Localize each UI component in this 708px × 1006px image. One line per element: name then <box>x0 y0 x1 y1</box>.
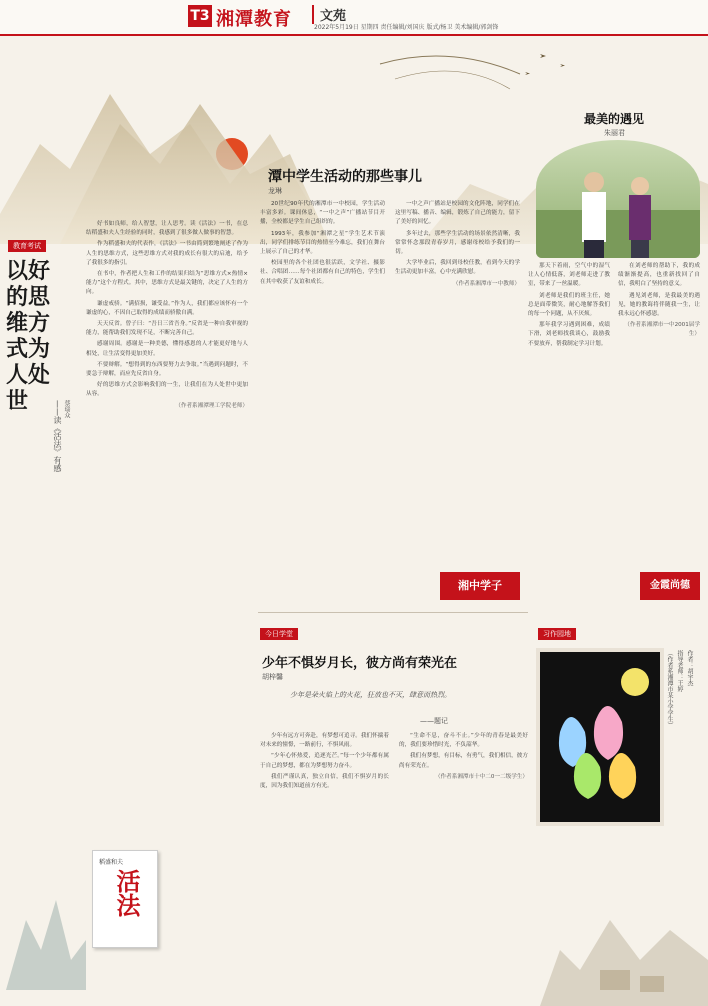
left-article-subtitle: ——读《活法》有感 <box>53 400 62 472</box>
bottom-article-signoff: （作者系湘潭市十中二0一二级学生） <box>434 773 528 780</box>
paragraph: 20世纪90年代的湘潭市一中校园，学生活动丰富多彩。课间休息，“一中之声”广播站节目开播，全校都是学生自己组织的。 <box>260 201 385 226</box>
middle-article-signoff: （作者系湘潭市一中教师） <box>452 280 520 287</box>
art-caption-line: （作者系湘潭市某小学学生） <box>666 650 673 728</box>
right-article-body <box>528 262 700 562</box>
left-article-author: 蔡瑞众 <box>63 400 70 418</box>
paragraph: 谦虚戒骄。“满招损，谦受益。”作为人，我们都应该怀有一个谦虚的心，不因自己取得的成绩而骄傲自满。 <box>86 300 248 316</box>
paragraph: “少年心怀热爱，追逐光芒。”每一个少年都有属于自己的梦想，都在为梦想努力奋斗。 <box>260 753 389 769</box>
paragraph: 在书中，作者把人生和工作的结果归结为“思维方式×热情×能力”这个方程式。其中，思维方式是最关键的，决定了人生的方向。 <box>86 271 248 296</box>
paragraph: 大学毕业后，我回到母校任教，看到今天的学生活动更加丰富，心中充满欣慰。 <box>395 260 520 276</box>
paragraph: 在刘老师的帮助下，我的成绩渐渐提高，也重新找回了自信，我明白了坚持的意义。 <box>618 263 700 288</box>
art-caption-line: 指导老师：王婷 <box>676 650 683 692</box>
right-article-title: 最美的遇见 <box>584 112 645 126</box>
stamp-banner-students: 湘中学子 <box>440 572 520 600</box>
book-author: 稻盛和夫 <box>99 859 124 866</box>
left-article-title: 以好的思维方式为人处世 <box>6 258 51 414</box>
section-tag-classroom: 今日学堂 <box>260 628 298 640</box>
teacher-student-photo <box>536 140 700 258</box>
bottom-article-epigraph-source: ——题记 <box>420 717 448 725</box>
art-caption-line: 作者：胡宇杰 <box>686 650 693 686</box>
masthead <box>0 0 708 36</box>
paragraph: 作为稻盛和夫的代表作，《活法》一书由简到繁地阐述了作为人生的思维方式，这些思维方式对我的成长有很大的启迪，给予了我很多的指引。 <box>86 241 248 266</box>
book-title: 活法 <box>112 869 141 917</box>
issue-meta: 2022年5月19日 星期四 责任编辑/刘国庆 版式/杨卫 美术编辑/郭剑锋 <box>314 24 499 31</box>
section-name: 文苑 <box>312 5 346 24</box>
paragraph: 一中之声广播站是校园的文化阵地，同学们在这里写稿、播音、编辑，锻炼了自己的能力，留下了美好的回忆。 <box>395 201 520 226</box>
paragraph: 那年我学习遇到困难，成绩下滑，刘老师找我谈心，鼓励我不要放弃，帮我制定学习计划。 <box>528 322 610 347</box>
section-tag-art: 习作园地 <box>538 628 576 640</box>
bottom-article-epigraph: 少年是朵火焰上的火花，狂放也不灭，肆意而热烈。 <box>290 691 451 699</box>
middle-article-author: 龙琳 <box>268 187 282 195</box>
section-tag-exam: 教育考试 <box>8 240 46 252</box>
paragraph: 好书如良师，给人智慧，让人思考。读《活法》一书，在总结稻盛和夫人生经验的同时，我感到了很多做人做事的智慧。 <box>86 221 248 237</box>
paragraph: 多年过去，那些学生活动的场景依然清晰，我常常怀念那段青春岁月，感谢母校给予我们的一切。 <box>395 230 520 256</box>
paragraph: 好的思维方式会影响我们的一生，让我们在为人处世中更加从容。 <box>86 382 248 398</box>
paragraph: 天天反省。曾子曰：“吾日三省吾身。”反省是一种自我审视的能力，能帮助我们发现不足，不断完善自己。 <box>86 321 248 337</box>
paragraph: 遇见刘老师，是我最美的遇见，她的教诲将伴随我一生，让我永远心怀感恩。 <box>618 292 700 318</box>
right-article-author: 朱丽君 <box>604 129 625 137</box>
paragraph: 不要辩解。“想得到的东西要努力去争取。”当遇到问题时，不要急于辩解，而应先反省自身。 <box>86 361 248 378</box>
paragraph: 那天下着雨，空气中的湿气让人心情低落，刘老师走进了教室，带来了一丝温暖。 <box>528 263 610 288</box>
paragraph: 刘老师是我们的班主任，她总是面带微笑，耐心地解答我们的每一个问题，从不厌烦。 <box>528 292 610 318</box>
paragraph: “生命不息，奋斗不止。”少年的青春是最美好的，我们要珍惜时光，不负韶华。 <box>399 733 528 749</box>
mountain-sketch <box>6 880 86 990</box>
paper-name: 湘潭教育 <box>216 9 292 30</box>
stamp-banner-school: 金霞尚德 <box>640 572 700 600</box>
left-article-signoff: （作者系湘潭理工学院老师） <box>175 402 248 409</box>
middle-article-title: 潭中学生活动的那些事儿 <box>268 169 422 185</box>
paragraph: 1993年，我参加“湘潭之星”学生艺术节演出，同学们排练节目的热情至今难忘，我们在舞台上展示了自己的才华。 <box>260 230 385 256</box>
ink-landscape-corner <box>540 830 708 1006</box>
paragraph: 我们有梦想，有目标，有勇气，我们相信，彼方尚有荣光在。 <box>399 753 528 769</box>
bottom-article-title: 少年不惧岁月长，彼方尚有荣光在 <box>262 656 458 671</box>
art-caption <box>664 650 694 810</box>
right-article-signoff: （作者系湘潭市一中2001届学生） <box>624 322 700 338</box>
bottom-article-body <box>260 732 528 1000</box>
section-divider <box>258 612 528 613</box>
bottom-article-author: 胡梓馨 <box>262 673 283 681</box>
paragraph: 我们严谨认真，独立自信，我们不惧岁月的长度，因为我们知道前方有光。 <box>260 773 389 790</box>
middle-article-body <box>260 200 520 598</box>
paper-logo: T3 <box>188 5 212 27</box>
paragraph: 少年有远方可奔赴，有梦想可追寻。我们怀揣着对未来的憧憬，一路前行，不惧风雨。 <box>260 733 389 749</box>
paragraph: 感谢周围。感谢是一种美德，懂得感恩的人才能更好地与人相处，让生活变得更加美好。 <box>86 341 248 357</box>
book-cover <box>92 850 158 948</box>
left-article-body <box>86 220 248 832</box>
cat-painting <box>536 648 664 826</box>
paragraph: 校园里的各个社团也很活跃，文学社、摄影社、合唱团……每个社团都有自己的特色，学生们在其中收获了友谊和成长。 <box>260 260 385 285</box>
